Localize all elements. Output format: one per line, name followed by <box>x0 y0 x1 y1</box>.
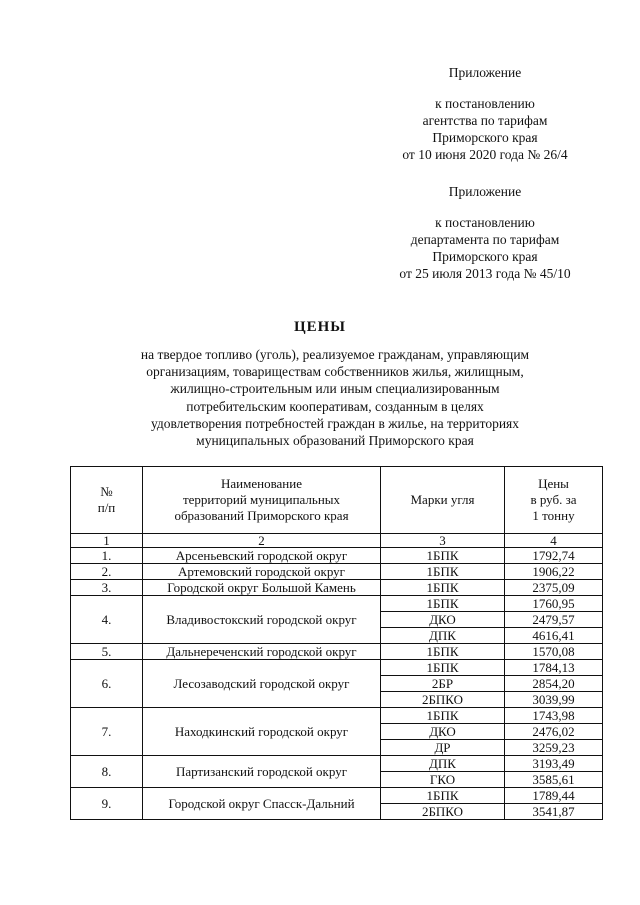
price-value: 1789,44 <box>505 788 603 804</box>
coal-grade: ДКО <box>381 724 505 740</box>
approval-line: от 10 июня 2020 года № 26/4 <box>402 147 568 162</box>
price-value: 3259,23 <box>505 740 603 756</box>
subtitle-line: жилищно-строительным или иным специализированным <box>170 381 500 397</box>
subtitle-line: потребительским кооперативам, созданным в целях <box>186 398 484 414</box>
header-line: образований Приморского края <box>174 508 349 523</box>
row-number: 7. <box>71 708 143 756</box>
header-price <box>505 467 603 534</box>
column-number: 4 <box>505 534 603 548</box>
header-line: в руб. за <box>530 492 577 507</box>
subtitle-line: удовлетворения потребностей граждан в жилье, на территориях <box>150 415 520 431</box>
coal-prices-table <box>70 466 603 820</box>
coal-grade: 2БПКО <box>381 804 505 820</box>
table-body <box>71 548 603 820</box>
column-number: 2 <box>143 534 381 548</box>
document-subtitle <box>110 346 560 449</box>
table-row <box>71 564 603 580</box>
approval-line: агентства по тарифам <box>422 113 548 128</box>
header-line: Наименование <box>221 476 302 491</box>
territory-name: Городской округ Спасск-Дальний <box>143 788 381 820</box>
territory-name: Артемовский городской округ <box>143 564 381 580</box>
header-line: № <box>100 484 113 499</box>
header-line: территорий муниципальных <box>182 492 341 507</box>
price-value: 3541,87 <box>505 804 603 820</box>
price-value: 1792,74 <box>505 548 603 564</box>
approval-title: Приложение <box>448 65 522 80</box>
subtitle-line: организациям, товариществам собственников жилья, жилищным, <box>146 364 524 380</box>
table-row <box>71 756 603 772</box>
row-number: 3. <box>71 580 143 596</box>
territory-name: Лесозаводский городской округ <box>143 660 381 708</box>
subtitle-line: на твердое топливо (уголь), реализуемое гражданам, управляющим <box>140 347 530 362</box>
price-value: 1906,22 <box>505 564 603 580</box>
table-row <box>71 596 603 612</box>
table-row <box>71 644 603 660</box>
approval-block-agency <box>380 64 590 163</box>
row-number: 9. <box>71 788 143 820</box>
coal-grade: ДР <box>381 740 505 756</box>
header-number <box>71 467 143 534</box>
territory-name: Городской округ Большой Камень <box>143 580 381 596</box>
price-value: 1784,13 <box>505 660 603 676</box>
document-heading: ЦЕНЫ <box>293 319 347 335</box>
table-row <box>71 660 603 676</box>
header-line: Цены <box>538 476 569 491</box>
coal-grade: 1БПК <box>381 596 505 612</box>
coal-grade: 2БПКО <box>381 692 505 708</box>
column-number: 3 <box>381 534 505 548</box>
column-number: 1 <box>71 534 143 548</box>
coal-grade: ДПК <box>381 628 505 644</box>
price-value: 2375,09 <box>505 580 603 596</box>
price-value: 1570,08 <box>505 644 603 660</box>
coal-grade: 1БПК <box>381 564 505 580</box>
price-value: 1760,95 <box>505 596 603 612</box>
coal-grade: 1БПК <box>381 708 505 724</box>
row-number: 8. <box>71 756 143 788</box>
row-number: 1. <box>71 548 143 564</box>
approval-block-department <box>380 183 590 282</box>
price-value: 2854,20 <box>505 676 603 692</box>
coal-grade: 1БПК <box>381 580 505 596</box>
price-value: 2479,57 <box>505 612 603 628</box>
price-value: 4616,41 <box>505 628 603 644</box>
header-line: п/п <box>97 500 116 515</box>
table-header-row <box>71 467 603 534</box>
header-line: 1 тонну <box>532 508 575 523</box>
coal-grade: 1БПК <box>381 548 505 564</box>
price-value: 3039,99 <box>505 692 603 708</box>
table-row <box>71 788 603 804</box>
approval-line: к постановлению <box>435 215 535 230</box>
price-value: 3585,61 <box>505 772 603 788</box>
header-line: Марки угля <box>410 492 475 507</box>
coal-grade: 1БПК <box>381 660 505 676</box>
header-territory <box>143 467 381 534</box>
subtitle-line: муниципальных образований Приморского края <box>196 433 474 449</box>
approval-line: департамента по тарифам <box>410 232 560 247</box>
row-number: 2. <box>71 564 143 580</box>
territory-name: Арсеньевский городской округ <box>143 548 381 564</box>
row-number: 4. <box>71 596 143 644</box>
approval-line: к постановлению <box>435 96 535 111</box>
table-row <box>71 548 603 564</box>
territory-name: Владивостокский городской округ <box>143 596 381 644</box>
coal-grade: ГКО <box>381 772 505 788</box>
table-row <box>71 580 603 596</box>
coal-grade: 1БПК <box>381 788 505 804</box>
row-number: 6. <box>71 660 143 708</box>
coal-grade: 2БР <box>381 676 505 692</box>
coal-grade: ДКО <box>381 612 505 628</box>
price-value: 1743,98 <box>505 708 603 724</box>
approval-line: от 25 июля 2013 года № 45/10 <box>399 266 571 281</box>
table-row <box>71 708 603 724</box>
coal-grade: ДПК <box>381 756 505 772</box>
territory-name: Дальнереченский городской округ <box>143 644 381 660</box>
territory-name: Находкинский городской округ <box>143 708 381 756</box>
row-number: 5. <box>71 644 143 660</box>
price-value: 2476,02 <box>505 724 603 740</box>
approval-line: Приморского края <box>432 249 538 264</box>
column-numbers-row <box>71 534 603 548</box>
header-coal-grade <box>381 467 505 534</box>
approval-title: Приложение <box>448 184 522 199</box>
approval-line: Приморского края <box>432 130 538 145</box>
territory-name: Партизанский городской округ <box>143 756 381 788</box>
price-value: 3193,49 <box>505 756 603 772</box>
coal-grade: 1БПК <box>381 644 505 660</box>
